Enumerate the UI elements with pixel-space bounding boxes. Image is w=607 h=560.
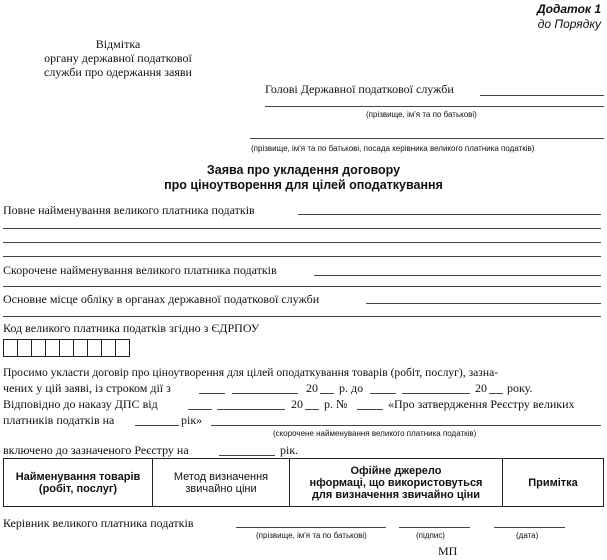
signature-name-line[interactable] [236,527,386,528]
short-name-line-2[interactable] [3,286,601,287]
full-name-line[interactable] [298,214,601,215]
order-number-label: р. № [324,397,348,411]
edrpou-digit-box[interactable] [116,340,130,357]
stamp-note-line1: Відмітка [95,37,141,51]
applicant-hint: (прізвище, ім'я та по батькові, посада керівника великого платника податків) [251,144,535,153]
edrpou-digit-box[interactable] [4,340,18,357]
edrpou-code-boxes[interactable] [3,339,130,357]
edrpou-digit-box[interactable] [46,340,60,357]
to-year-line[interactable] [489,393,503,394]
signature-date-hint: (дата) [516,531,539,540]
stamp-note-line3: служби про одержання заяви [44,65,192,79]
short-name-label: Скорочене найменування великого платника податків [3,263,277,277]
col-goods-header [4,459,153,507]
to-day-line[interactable] [370,393,396,394]
edrpou-digit-box[interactable] [32,340,46,357]
applicant-line [250,138,604,139]
short-name-entry-hint: (скорочене найменування великого платника податків) [273,429,477,438]
included-year-suffix: рік. [280,443,299,457]
main-place-line[interactable] [366,303,601,304]
col-source-line1: Офійне джерело [350,464,442,477]
to-month-line[interactable] [402,393,470,394]
appendix-subtitle: до Порядку [537,17,601,31]
col-note-text: Примітка [528,476,578,489]
appendix-title: Додаток 1 [536,2,601,16]
edrpou-label: Код великого платника податків згідно з ЄДРПОУ [3,321,260,335]
title-line1: Заява про укладення договору [206,163,401,177]
order-year-prefix: 20 [291,397,303,411]
full-name-line-3[interactable] [3,242,601,243]
register-year-suffix: рік» [181,413,203,427]
edrpou-digit-box[interactable] [18,340,32,357]
full-name-line-2[interactable] [3,228,601,229]
col-source-line3: для визначення звичайно ціни [311,488,481,501]
included-label: включено до зазначеного Реєстру на [3,443,189,457]
signature-sign-hint: (підпис) [416,531,445,540]
from-month-line[interactable] [232,393,298,394]
col-method-header [153,459,290,507]
title-line2: про ціноутворення для цілей оподаткування [164,178,443,192]
col-method-text: Метод визначення звичайно ціни [173,470,269,495]
col-source-header [290,459,503,507]
signature-label: Керівник великого платника податків [3,516,194,530]
short-name-line[interactable] [314,275,601,276]
signature-sign-line[interactable] [399,527,470,528]
stamp-note-line2: органу державної податкової [44,51,192,65]
from-year-line[interactable] [320,393,334,394]
register-year-line[interactable] [135,425,179,426]
full-name-line-4[interactable] [3,256,601,257]
order-number-line[interactable] [357,409,383,410]
register-year-label: платників податків на [3,413,115,427]
table-header-row [4,459,604,507]
to-label: р. до [339,381,364,395]
addressee-label: Голові Державної податкової служби [265,82,454,96]
document-title [0,163,607,193]
order-title-quote: «Про затвердження Реєстру великих [388,397,575,411]
col-note-header [503,459,604,507]
to-year-prefix: 20 [475,381,487,395]
signature-name-hint: (прізвище, ім'я та по батькові) [256,531,367,540]
main-place-line-2[interactable] [3,316,601,317]
stamp-note [18,37,218,79]
col-source-line2: нформаці, що використовуться [309,476,483,489]
request-paragraph: Просимо укласти договір про ціноутворення для цілей оподаткування товарів (робіт, послуг), зазна- [3,366,499,379]
included-year-line[interactable] [219,455,275,456]
signature-date-line[interactable] [494,527,565,528]
addressee-name-line [265,106,604,107]
from-day-line[interactable] [199,393,225,394]
year-word: року. [507,381,533,395]
pricing-table [3,458,604,507]
addressee-head-line [480,95,604,96]
full-name-label: Повне найменування великого платника податків [3,203,255,217]
addressee-name-hint: (прізвище, ім'я та по батькові) [366,110,477,119]
short-name-entry-line[interactable] [211,425,601,426]
order-day-line[interactable] [188,409,212,410]
from-year-prefix: 20 [306,381,318,395]
edrpou-digit-box[interactable] [88,340,102,357]
edrpou-digit-box[interactable] [102,340,116,357]
order-year-line[interactable] [305,409,319,410]
main-place-label: Основне місце обліку в органах державної податкової служби [3,292,320,306]
validity-from-label: чених у цій заяві, із строком дії з [3,381,171,395]
col-goods-text: Найменування товарів (робіт, послуг) [15,470,141,495]
edrpou-digit-box[interactable] [60,340,74,357]
edrpou-digit-box[interactable] [74,340,88,357]
order-month-line[interactable] [217,409,285,410]
seal-mark: МП [438,544,458,558]
order-label: Відповідно до наказу ДПС від [3,397,158,411]
